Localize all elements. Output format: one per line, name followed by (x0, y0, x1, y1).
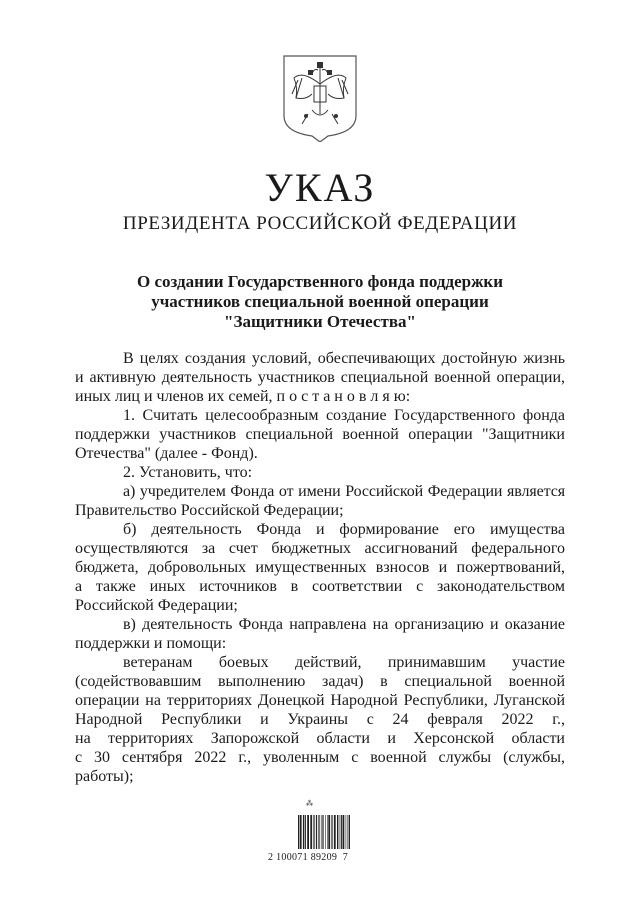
barcode-bar (321, 815, 322, 849)
barcode-bar (307, 815, 309, 849)
text-line: иных лиц и членов их семей, п о с т а н о в л я ю: (75, 388, 411, 405)
text-line: бюджета, добровольных имущественных взносов и пожертвований, (75, 559, 565, 576)
heading-line: "Защитники Отечества" (224, 312, 416, 331)
text-line: в) деятельность Фонда направлена на организацию и оказание (123, 616, 565, 633)
heading-line: О создании Государственного фонда поддержки (137, 272, 503, 291)
text-line: В целях создания условий, обеспечивающих достойную жизнь (123, 350, 565, 367)
text-line: с 30 сентября 2022 г., уволенным с военной службы (службы, (75, 749, 565, 766)
paragraph (75, 349, 565, 406)
paragraph (75, 463, 565, 482)
paragraph (75, 406, 565, 463)
barcode-bar (341, 815, 342, 849)
barcode-bar (331, 815, 332, 849)
barcode-bar (337, 815, 338, 849)
text-line: на территориях Запорожской области и Херсонской области (75, 730, 565, 747)
barcode-bar (322, 815, 323, 849)
barcode-bar (339, 815, 340, 849)
barcode-number: 2 100071 89209 7 (268, 852, 349, 863)
coat-of-arms-icon (282, 54, 358, 142)
text-line: Правительство Российской Федерации; (75, 502, 344, 519)
document-body (75, 349, 565, 786)
text-line: и активную деятельность участников специальной военной операции, (75, 369, 565, 386)
text-line: работы); (75, 768, 134, 785)
text-line: 1. Считать целесообразным создание Государственного фонда (123, 407, 565, 424)
barcode-bar (303, 815, 304, 849)
barcode-bar (348, 815, 349, 849)
text-line: б) деятельность Фонда и формирование его имущества (123, 521, 565, 538)
barcode-bar (346, 815, 347, 849)
text-line: а) учредителем Фонда от имени Российской Федерации является (123, 483, 565, 500)
text-line: поддержки и помощи: (75, 635, 227, 652)
text-line: Отечества" (далее - Фонд). (75, 445, 258, 462)
barcode-bar (318, 815, 319, 849)
barcode-bar (328, 815, 330, 849)
document-subtitle: ПРЕЗИДЕНТА РОССИЙСКОЙ ФЕДЕРАЦИИ (122, 213, 518, 234)
text-line: поддержки участников специальной военной операции "Защитники (75, 426, 565, 443)
text-line: ветеранам боевых действий, принимавшим участие (123, 654, 565, 671)
paragraph (75, 520, 565, 615)
barcode-bar (298, 815, 299, 849)
barcode-bar (349, 815, 350, 849)
barcode-bar (316, 815, 317, 849)
signature-mark-icon: ⁂ (306, 800, 313, 808)
barcode-bar (327, 815, 328, 849)
document-title: УКАЗ (264, 165, 376, 210)
barcode-bar (310, 815, 312, 849)
document-heading (100, 272, 540, 332)
paragraph (75, 482, 565, 520)
barcode-bar (334, 815, 336, 849)
heading-line: участников специальной военной операции (151, 292, 489, 311)
text-line: Народной Республики и Украины с 24 февраля 2022 г., (75, 711, 565, 728)
barcode-bar (323, 815, 324, 849)
barcode-bar (305, 815, 306, 849)
paragraph (75, 615, 565, 653)
barcode-bar (313, 815, 314, 849)
text-line: операции на территориях Донецкой Народной Республики, Луганской (75, 692, 565, 709)
text-line: 2. Установить, что: (123, 464, 253, 481)
barcode-bar (300, 815, 302, 849)
text-line: Российской Федерации; (75, 597, 238, 614)
barcode-bar (325, 815, 326, 849)
text-line: а также иных источников в соответствии с законодательством (75, 578, 565, 595)
barcode-bar (343, 815, 345, 849)
text-line: осуществляются за счет бюджетных ассигнований федерального (75, 540, 565, 557)
paragraph (75, 653, 565, 786)
barcode-icon (298, 815, 350, 849)
text-line: (содействовавшим выполнению задач) в специальной военной (75, 673, 565, 690)
